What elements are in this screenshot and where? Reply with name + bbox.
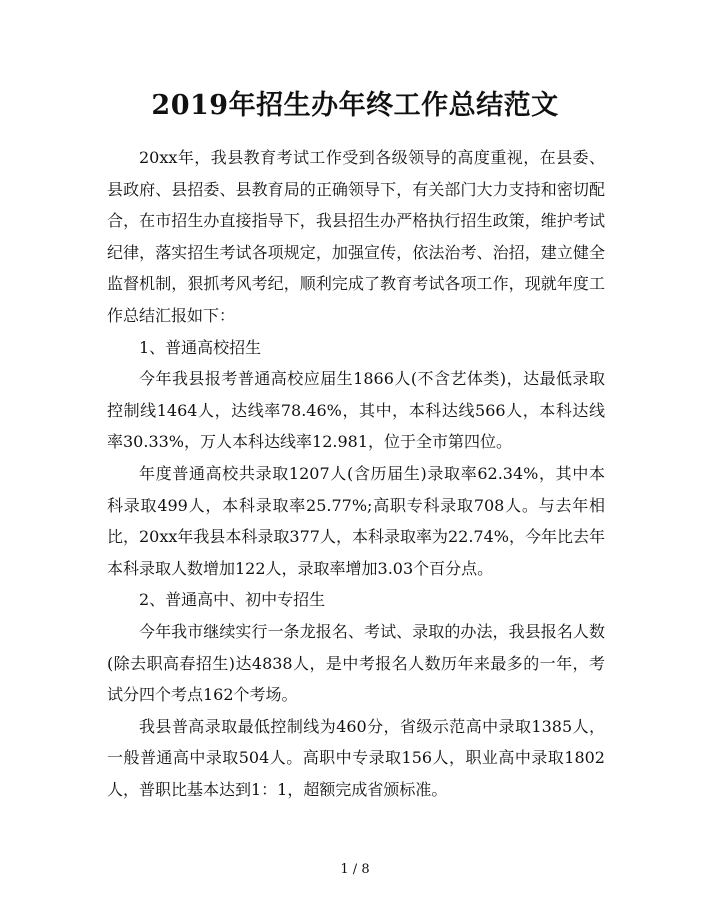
- page-number: 1 / 8: [340, 862, 370, 877]
- section-heading-highschool-admission: 2、普通高中、初中专招生: [139, 590, 326, 610]
- college-admission-paragraph: 年度普通高校共录取1207人(含历届生)录取率62.34%，其中本科录取499人，本科录取率25.77%;高职专科录取708人。与去年相比，20xx年我县本科录取377人，本科录取率为22.74%，今年比去年本科录取人数增加122人，录取率增加3.03个百分点。: [107, 463, 605, 578]
- section-heading-college-admission: 1、普通高校招生: [139, 337, 262, 357]
- highschool-admission-paragraph: 我县普高录取最低控制线为460分，省级示范高中录取1385人，一般普通高中录取504人。高职中专录取156人，职业高中录取1802人，普职比基本达到1：1，超额完成省颁标准。: [107, 716, 605, 799]
- document-title: 2019年招生办年终工作总结范文: [151, 90, 559, 121]
- highschool-registration-paragraph: 今年我市继续实行一条龙报名、考试、录取的办法，我县报名人数(除去职高春招生)达4838人，是中考报名人数历年来最多的一年，考试分四个考点162个考场。: [107, 621, 605, 705]
- document-body: [107, 142, 605, 805]
- college-scores-paragraph: 今年我县报考普通高校应届生1866人(不含艺体类)，达最低录取控制线1464人，达线率78.46%，其中，本科达线566人，本科达线率30.33%，万人本科达线率12.981，位于全市第四位。: [107, 369, 605, 452]
- intro-paragraph: 20xx年，我县教育考试工作受到各级领导的高度重视，在县委、县政府、县招委、县教育局的正确领导下，有关部门大力支持和密切配合，在市招生办直接指导下，我县招生办严格执行招生政策，维护考试纪律，落实招生考试各项规定，加强宣传，依法治考、治招，建立健全监督机制，狠抓考风考纪，顺利完成了教育考试各项工作，现就年度工作总结汇报如下：: [107, 148, 605, 325]
